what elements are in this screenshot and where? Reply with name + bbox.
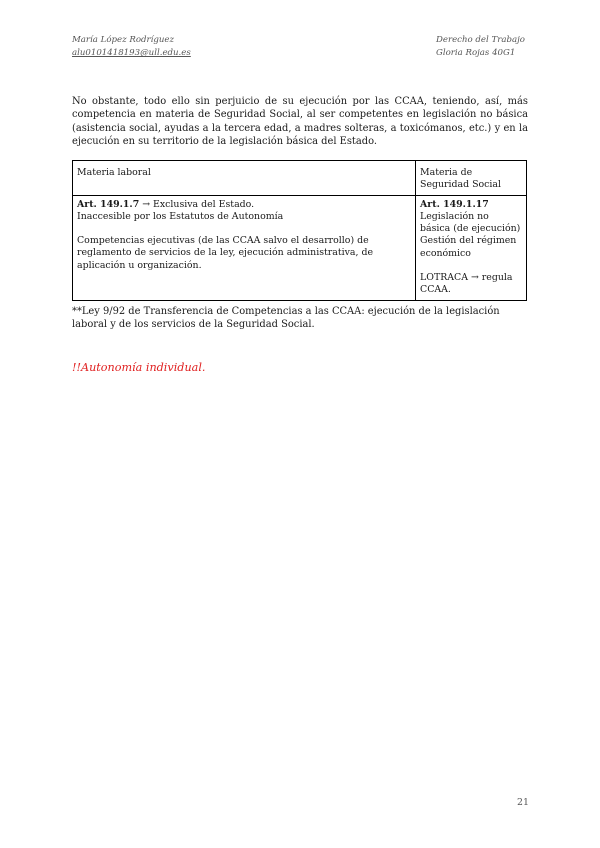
table-cell-labor xyxy=(73,195,416,300)
table-header-row xyxy=(73,161,527,196)
table-header-cell: Materia de Seguridad Social xyxy=(416,161,527,196)
page-number: 21 xyxy=(517,797,529,808)
body-paragraph: No obstante, todo ello sin perjuicio de su ejecución por las CCAA, teniendo, así, más competencia en materia de Seguridad Social, al ser competentes en legislación no básica (asistencia social, ayudas a la tercera edad, a madres solteras, a toxicómanos, etc.) y en la ejecución en su territorio de la legislación básica del Estado. xyxy=(72,95,528,148)
article-ref: Art. 149.1.17 xyxy=(420,198,489,210)
course-subject: Derecho del Trabajo xyxy=(436,35,525,45)
table-row xyxy=(73,195,527,300)
cell-paragraph: Competencias ejecutivas (de las CCAA salvo el desarrollo) de reglamento de servicios de la ley, ejecución administrativa, de aplicación u organización. xyxy=(77,235,374,271)
header-course-block xyxy=(436,34,525,60)
table-header-cell: Materia laboral xyxy=(73,161,416,196)
competencies-table xyxy=(72,160,527,301)
table-cell-social-security xyxy=(416,195,527,300)
spacer xyxy=(420,260,522,272)
article-line xyxy=(77,199,411,211)
cell-line: Gestión del régimen económico xyxy=(420,235,517,259)
footnote: **Ley 9/92 de Transferencia de Competencias a las CCAA: ejecución de la legislación laboral y de los servicios de la Seguridad Social. xyxy=(72,305,500,331)
article-desc: → Exclusiva del Estado. xyxy=(139,198,255,210)
article-ref: Art. 149.1.7 xyxy=(77,198,140,210)
course-professor: Gloria Rojas 40G1 xyxy=(436,48,516,58)
author-name: María López Rodríguez xyxy=(72,35,175,45)
spacer xyxy=(77,223,411,235)
cell-line: Legislación no básica (de ejecución) xyxy=(420,210,521,235)
author-email: alu0101418193@ull.edu.es xyxy=(72,48,191,58)
header-author-block xyxy=(72,34,191,60)
cell-line: LOTRACA → regula CCAA. xyxy=(420,272,513,296)
cell-line: Inaccesible por los Estatutos de Autonomía xyxy=(77,210,284,222)
autonomy-heading: !!Autonomía individual. xyxy=(72,361,206,374)
